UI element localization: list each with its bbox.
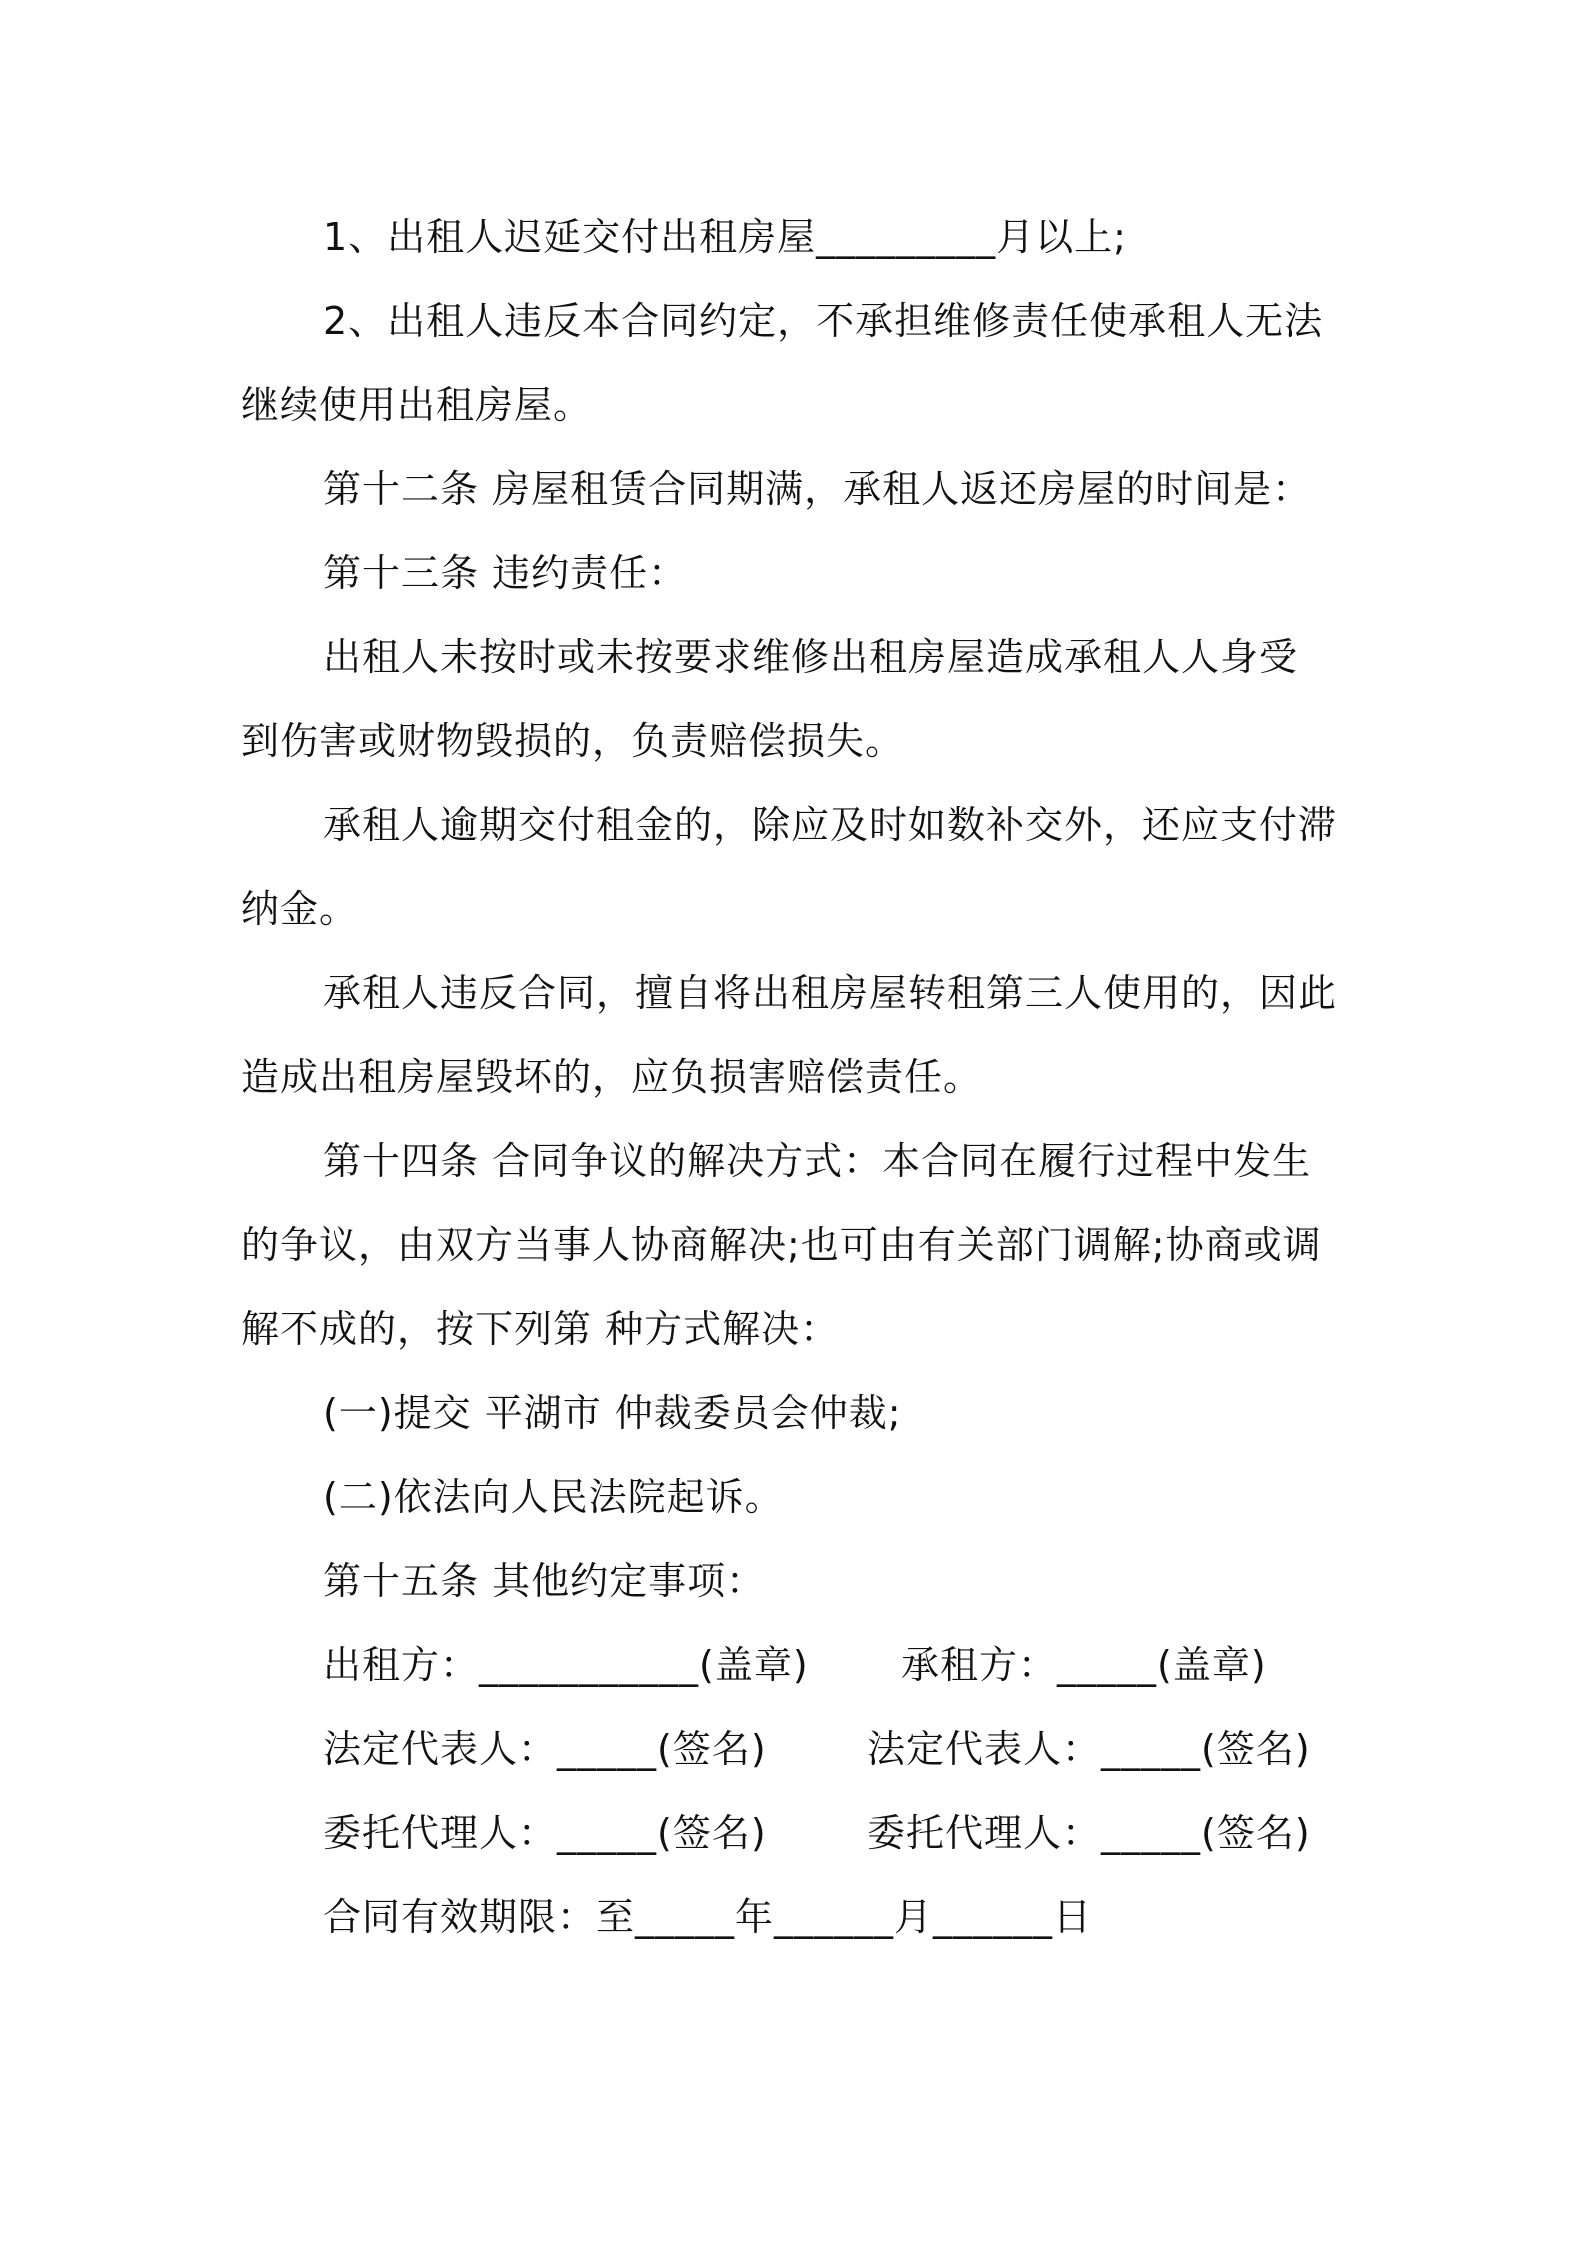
article-14-line-2: 的争议，由双方当事人协商解决;也可由有关部门调解;协商或调 (241, 1223, 1322, 1267)
lessee-agent: 委托代理人：_____(签名) (867, 1811, 1311, 1855)
clause-line-2: 2、出租人违反本合同约定，不承担维修责任使承租人无法 (323, 299, 1324, 343)
liability-line-1: 出租人未按时或未按要求维修出租房屋造成承租人人身受 (323, 635, 1299, 679)
dispute-option-2: (二)依法向人民法院起诉。 (323, 1475, 784, 1519)
dispute-option-1: (一)提交 平湖市 仲裁委员会仲裁; (323, 1391, 902, 1435)
signature-row-legal-rep (241, 1707, 1356, 1791)
article-12-heading: 第十二条 房屋租赁合同期满，承租人返还房屋的时间是： (323, 467, 1312, 511)
article-14-line-3: 解不成的，按下列第 种方式解决： (241, 1307, 840, 1351)
liability-line-6: 造成出租房屋毁坏的，应负损害赔偿责任。 (241, 1055, 983, 1099)
article-13-heading: 第十三条 违约责任： (323, 551, 688, 595)
signature-row-agent (241, 1791, 1356, 1875)
lessor-legal-rep: 法定代表人：_____(签名) (323, 1727, 767, 1771)
liability-line-3: 承租人逾期交付租金的，除应及时如数补交外，还应支付滞 (323, 803, 1338, 847)
lessee-signature: 承租方：_____(盖章) (901, 1643, 1267, 1687)
lessor-agent: 委托代理人：_____(签名) (323, 1811, 767, 1855)
article-15-heading: 第十五条 其他约定事项： (323, 1559, 766, 1603)
validity-period: 合同有效期限：至_____年______月______日 (323, 1895, 1093, 1939)
article-14-line-1: 第十四条 合同争议的解决方式：本合同在履行过程中发生 (323, 1139, 1312, 1183)
clause-line-1: 1、出租人迟延交付出租房屋_________月以上; (323, 215, 1127, 259)
signature-row-parties (241, 1623, 1356, 1707)
lessor-signature: 出租方：___________(盖章) (323, 1643, 809, 1687)
contract-body (241, 195, 1356, 1959)
liability-line-5: 承租人违反合同，擅自将出租房屋转租第三人使用的，因此 (323, 971, 1338, 1015)
liability-line-2: 到伤害或财物毁损的，负责赔偿损失。 (241, 719, 905, 763)
liability-line-4: 纳金。 (241, 887, 359, 931)
lessee-legal-rep: 法定代表人：_____(签名) (867, 1727, 1311, 1771)
clause-line-3: 继续使用出租房屋。 (241, 383, 593, 427)
